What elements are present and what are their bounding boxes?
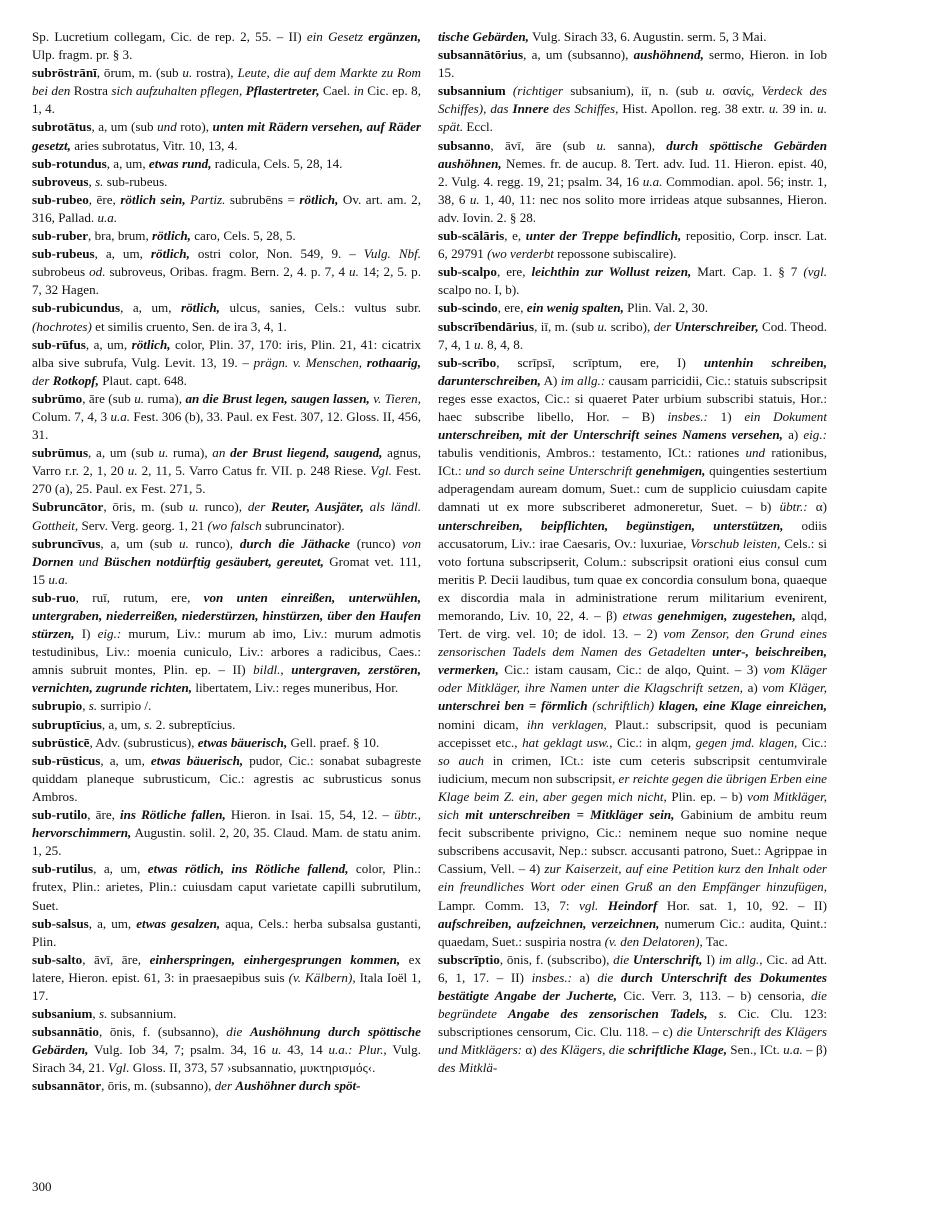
left-column: [32, 28, 421, 1096]
dictionary-entry: Sp. Lucretium collegam, Cic. de rep. 2, 55. – II) ein Gesetz ergänzen, Ulp. fragm. pr. § 3.: [32, 29, 421, 63]
dictionary-entry: subsannium (richtiger subsanium), iī, n. (sub u. σανίς, Verdeck des Schiffes), das Innere des Schiffes, Hist. Apollon. reg. 38 extr. u. 39 in. u. spät. Eccl.: [438, 83, 828, 135]
dictionary-entry: sub-salto, āvī, āre, einherspringen, einhergesprungen kommen, ex latere, Hieron. epist. 61, 3: in praesaepibus suis (v. Kälbern), Itala Ioël 1, 17.: [32, 951, 422, 1003]
dictionary-entry: subsanium, s. subsannium.: [32, 1006, 177, 1022]
dictionary-entry: subrūmo, āre (sub u. ruma), an die Brust legen, saugen lassen, v. Tieren, Colum. 7, 4, 3 u.a. Fest. 306 (b), 33. Paul. ex Fest. 307, 12. Gloss. II, 456, 31.: [32, 390, 421, 443]
dictionary-entry: sub-scalpo, ere, leichthin zur Wollust reizen, Mart. Cap. 1. § 7 (vgl. scalpo no. I, b).: [438, 264, 827, 298]
dictionary-entry: sub-rutilo, āre, ins Rötliche fallen, Hieron. in Isai. 15, 54, 12. – übtr., hervorschimmern, Augustin. solil. 2, 20, 35. Claud. Mam. de statu anim. 1, 25.: [32, 807, 421, 859]
page-number: 300: [32, 1179, 52, 1194]
dictionary-entry: Subruncātor, ōris, m. (sub u. runco), der Reuter, Ausjäter, als ländl. Gottheit, Serv. Verg. georg. 1, 21 (wo falsch subruncinator).: [32, 499, 421, 533]
dictionary-entry: sub-ruber, bra, brum, rötlich, caro, Cels. 5, 28, 5.: [32, 228, 296, 244]
dictionary-entry: sub-ruo, ruī, rutum, ere, von unten einreißen, unterwühlen, untergraben, niederreißen, niederstürzen, hinstürzen, über den Haufen stürzen, I) eig.: murum, Liv.: murum ab imo, Liv.: murum admotis testudinibus, Liv.: moenia cuniculo, Liv.: arbores a radicibus, Caes.: amnis subruit montes, Plin. ep. – II) bildl., untergraven, zerstören, vernichten, zugrunde richten, libertatem, Liv.: reges muneribus, Hor.: [32, 589, 421, 696]
dictionary-entry: subroveus, s. sub-rubeus.: [32, 173, 168, 189]
dictionary-entry: sub-scālāris, e, unter der Treppe befindlich, repositio, Corp. inscr. Lat. 6, 29791 (wo verderbt repossone subiscalire).: [438, 228, 827, 262]
dictionary-entry: sub-salsus, a, um, etwas gesalzen, aqua, Cels.: herba subsalsa gustanti, Plin.: [32, 915, 422, 949]
dictionary-entry: sub-rutilus, a, um, etwas rötlich, ins Rötliche fallend, color, Plin.: frutex, Plin.: arietes, Plin.: cuiusdam caput varietate capilli subrutilum, Suet.: [32, 861, 422, 913]
dictionary-entry: tische Gebärden, Vulg. Sirach 33, 6. Augustin. serm. 5, 3 Mai.: [438, 29, 767, 44]
dictionary-entry: subruptīcius, a, um, s. 2. subreptīcius.: [32, 716, 236, 732]
dictionary-entry: sub-rubicundus, a, um, rötlich, ulcus, sanies, Cels.: vultus subr. (hochrotes) et similis cruento, Sen. de ira 3, 4, 1.: [32, 300, 422, 334]
dictionary-entry: subruncīvus, a, um (sub u. runco), durch die Jäthacke (runco) von Dornen und Büschen notdürftig gesäubert, gereutet, Gromat vet. 111, 15 u.a.: [32, 535, 421, 587]
dictionary-entry: subscrībendārius, iī, m. (sub u. scribo), der Unterschreiber, Cod. Theod. 7, 4, 1 u. 8, 4, 8.: [438, 318, 827, 352]
right-column: [438, 28, 827, 1077]
dictionary-entry: sub-rotundus, a, um, etwas rund, radicula, Cels. 5, 28, 14.: [32, 155, 343, 171]
dictionary-entry: sub-rubeo, ēre, rötlich sein, Partiz. subrubēns = rötlich, Ov. art. am. 2, 316, Pallad. u.a.: [32, 191, 421, 225]
dictionary-entry: subrotātus, a, um (sub und roto), unten mit Rädern versehen, auf Räder gesetzt, aries subrotatus, Vitr. 10, 13, 4.: [32, 119, 422, 153]
dictionary-entry: subrōstrānī, ōrum, m. (sub u. rostra), Leute, die auf dem Markte zu Rom bei den Rostra sich aufzuhalten pflegen, Pflastertreter, Cael. in Cic. ep. 8, 1, 4.: [32, 65, 421, 117]
dictionary-entry: subsannātor, ōris, m. (subsanno), der Aushöhner durch spöt-: [32, 1078, 361, 1094]
dictionary-entry: sub-rūsticus, a, um, etwas bäuerisch, pudor, Cic.: sonabat subagreste quiddam planeque subrusticum, Cic.: agrestis ac subrusticus sonus Ambros.: [32, 752, 422, 804]
dictionary-entry: subsannātōrius, a, um (subsanno), aushöhnend, sermo, Hieron. in Iob 15.: [438, 47, 828, 81]
dictionary-entry: subsannātio, ōnis, f. (subsanno), die Aushöhnung durch spöttische Gebärden, Vulg. Iob 34, 7; psalm. 34, 16 u. 43, 14 u.a.: Plur., Vulg. Sirach 34, 21. Vgl. Gloss. II, 373, 57 ›subsannatio, μυκτηρισμός‹.: [32, 1024, 421, 1076]
dictionary-entry: sub-rubeus, a, um, rötlich, ostri color, Non. 549, 9. – Vulg. Nbf. subrobeus od. subroveus, Oribas. fragm. Bern. 2, 4. p. 7, 4 u. 14; 2, 5. p. 7, 32 Hagen.: [32, 246, 422, 298]
dictionary-entry: subsanno, āvī, āre (sub u. sanna), durch spöttische Gebärden aushöhnen, Nemes. fr. de aucup. 8. Tert. adv. Iud. 11. Hieron. epist. 40, 2. Vulg. 4. regg. 19, 21; psalm. 34, 16 u.a. Commodian. apol. 56; instr. 1, 38, 6 u. 1, 40, 11: nec nos solito more irrideas atque subsannes, Hieron. adv. Iovin. 2. § 28.: [438, 137, 827, 225]
dictionary-entry: sub-scrībo, scrīpsī, scrīptum, ere, I) untenhin schreiben, darunterschreiben, A) im allg.: causam parricidii, Cic.: statuis subscripsit reges esse exactos, Cic.: si quaeret Pater urbium subscribi statuis, Hor.: haec subscribe libello, Hor. – B) insbes.: 1) ein Dokument unterschreiben, mit der Unterschrift seines Namens versehen, a) eig.: tabulis venditionis, Ambros.: testamento, ICt.: rationes und rationibus, ICt.: und so durch seine Unterschrift genehmigen, quingenties sestertium adperagendam auream domum, Suet.: cum de supplicio cuiusdam capite damnati ut ex more subscriberet admoneretur, Suet. – b) übtr.: α) unterschreiben, beipflichten, begünstigen, unterstützen, odiis accusatorum, Liv.: irae Caesaris, Ov.: luxuriae, Vorschub leisten, Cels.: si voto fortuna subscripserit, Colum.: subscripsit orationi eius consul cum meritis P. Decii laudibus, tum quae ex concordia consulum bona, quaeque ex discordia mala in administratione rerum militarium evenirent, memorando, Liv. 10, 22, 4. – β) etwas genehmigen, zugestehen, alqd, Tert. de virg. vel. 10; de idol. 13. – 2) vom Zensor, den Grund eines zensorischen Tadels dem Namen des Getadelten unter-, beischreiben, vermerken, Cic.: istam causam, Cic.: de alqo, Quint. – 3) vom Kläger oder Mitkläger, ihre Namen unter die Klagschrift setzen, a) vom Kläger, unterschrei ben = förmlich (schriftlich) klagen, eine Klage einreichen, nomini dicam, ihn verklagen, Plaut.: subscripsit, quod is pecuniam accepisset etc., hat geklagt usw., Cic.: in alqm, gegen jmd. klagen, Cic.: so auch in crimen, ICt.: iste cum ceteris subscripsit centumvirale iudicium, mecum non subscripsit, er reichte gegen die übrigen Erben eine Klage beim Z. ein, aber gegen mich nicht, Plin. ep. – b) vom Mitkläger, sich mit unterschreiben = Mitkläger sein, Gabinium de ambitu reum fecit subscribente privigno, Cic.: neminem neque suo nomine neque subscribens accusavit, Nep.: subscr. accusanti patrono, Suet.: Agrippae in Cassium, Vell. – 4) zur Kaiserzeit, auf eine Petition kurz den Inhalt oder ein freundliches Wort oder einen Gruß an den Empfänger hinzufügen, Lampr. Comm. 13, 7: vgl. Heindorf Hor. sat. 1, 10, 92. – II) aufschreiben, aufzeichnen, verzeichnen, numerum Cic.: audita, Quint.: quaedam, Suet.: suspiria nostra (v. den Delatoren), Tac.: [438, 354, 828, 949]
dictionary-entry: sub-rūfus, a, um, rötlich, color, Plin. 37, 170: iris, Plin. 21, 41: cicatrix alba sive subrufa, Vulg. Levit. 13, 19. – prägn. v. Menschen, rothaarig, der Rotkopf, Plaut. capt. 648.: [32, 336, 422, 388]
dictionary-entry: sub-scindo, ere, ein wenig spalten, Plin. Val. 2, 30.: [438, 300, 709, 316]
dictionary-entry: subrupio, s. surripio /.: [32, 698, 152, 714]
dictionary-entry: subrūmus, a, um (sub u. ruma), an der Brust liegend, saugend, agnus, Varro r.r. 2, 1, 20 u. 2, 11, 5. Varro Catus fr. VII. p. 248 Riese. Vgl. Fest. 270 (a), 25. Paul. ex Fest. 271, 5.: [32, 445, 422, 497]
dictionary-entry: subrūsticē, Adv. (subrusticus), etwas bäuerisch, Gell. praef. § 10.: [32, 734, 380, 750]
dictionary-entry: subscrīptio, ōnis, f. (subscribo), die Unterschrift, I) im allg., Cic. ad Att. 6, 1, 17. – II) insbes.: a) die durch Unterschrift des Dokumentes bestätigte Angabe der Jucherte, Cic. Verr. 3, 113. – b) censoria, die begründete Angabe des zensorischen Tadels, s. Cic. Clu. 123: subscriptiones censorum, Cic. Clu. 118. – c) die Unterschrift des Klägers und Mitklägers: α) des Klägers, die schriftliche Klage, Sen., ICt. u.a. – β) des Mitklä-: [438, 951, 828, 1076]
